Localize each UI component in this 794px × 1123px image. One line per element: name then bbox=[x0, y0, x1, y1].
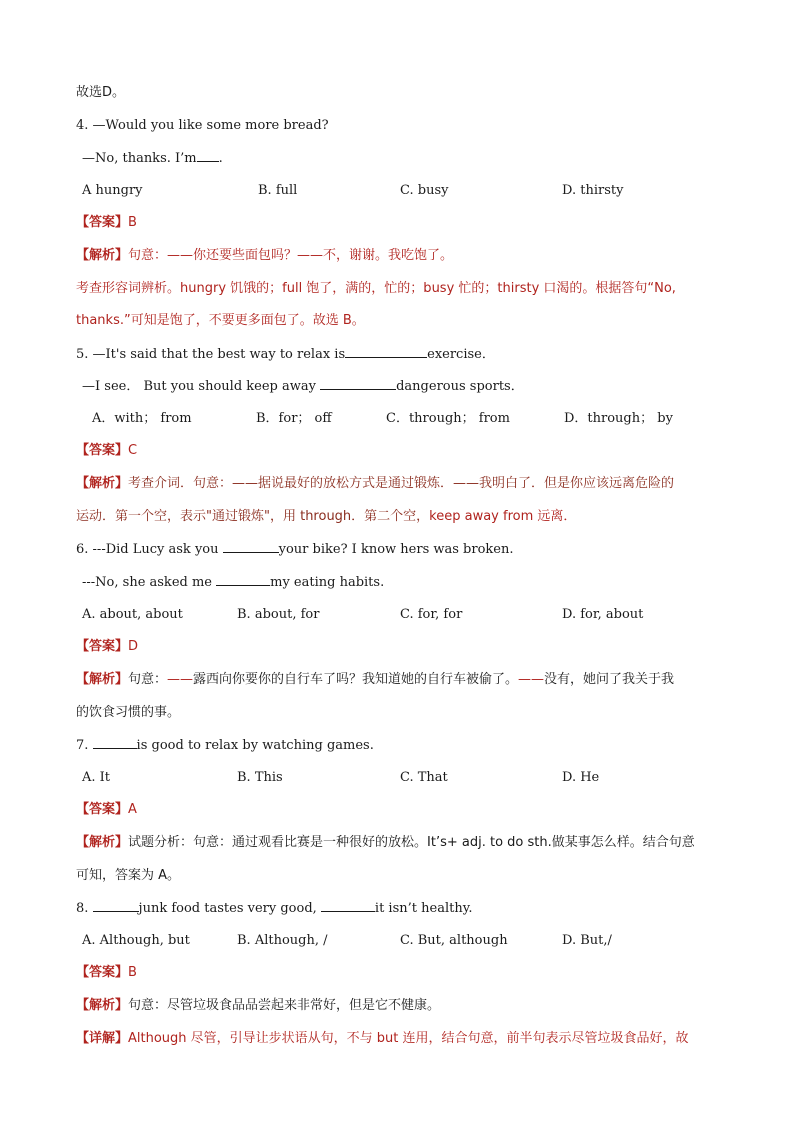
q4-stem-line2 bbox=[82, 149, 754, 168]
q6-line1-text: 6. ---Did Lucy ask you bbox=[76, 542, 219, 557]
q8-analysis-line1 bbox=[76, 997, 754, 1015]
q5-option-a: A．with； from bbox=[92, 411, 192, 426]
q5-stem-line2 bbox=[82, 377, 754, 396]
q4-stem-line1: 4. —Would you like some more bread? bbox=[76, 118, 329, 133]
q8-option-d: D. But,/ bbox=[562, 933, 612, 948]
q5-option-d: D．through； by bbox=[564, 411, 673, 426]
q6-option-c: C. for, for bbox=[400, 607, 463, 622]
q4-option-d: D. thirsty bbox=[562, 183, 624, 198]
q4-option-c: C. busy bbox=[400, 183, 449, 198]
q5-answer bbox=[76, 442, 754, 460]
analysis-text: 句意：——你还要些面包吗？——不，谢谢。我吃饱了。 bbox=[128, 248, 454, 263]
q6-analysis-line2: 的饮食习惯的事。 bbox=[76, 705, 181, 720]
analysis-text: 露西向你要你的自行车了吗？我知道她的自行车被偷了。 bbox=[193, 672, 519, 687]
answer-blank bbox=[321, 899, 375, 912]
answer-tag: 【答案】 bbox=[76, 443, 129, 458]
q6-line1-end: your bike? I know hers was broken. bbox=[278, 542, 514, 557]
answer-blank bbox=[223, 540, 279, 553]
q5-analysis-line1 bbox=[76, 475, 754, 493]
q8-line1-number: 8. bbox=[76, 901, 89, 916]
detail-tag: 【详解】 bbox=[76, 1031, 129, 1046]
q4-line2-text: —No, thanks. I’m bbox=[82, 151, 197, 166]
q7-option-d: D. He bbox=[562, 770, 600, 785]
analysis-text: 运动．第一个空，表示"通过锻炼"，用 through．第二个空， bbox=[76, 509, 430, 524]
analysis-tag: 【解析】 bbox=[76, 835, 129, 850]
q5-line1-text: 5. —It's said that the best way to relax is bbox=[76, 347, 346, 362]
q7-line1-text: is good to relax by watching games. bbox=[136, 738, 374, 753]
analysis-tag: 【解析】 bbox=[76, 998, 129, 1013]
q6-stem-line1 bbox=[76, 540, 754, 559]
analysis-text: 考查介词．句意：——据说最好的放松方式是通过锻炼．——我明白了．但是你应该远离危险的 bbox=[128, 476, 675, 491]
answer-blank bbox=[93, 899, 139, 912]
answer-value: C bbox=[128, 443, 138, 458]
q5-analysis-line2 bbox=[76, 508, 754, 526]
q5-stem-line1 bbox=[76, 345, 754, 364]
q4-option-b: B. full bbox=[258, 183, 298, 198]
q5-line2-end: dangerous sports． bbox=[396, 379, 524, 394]
q8-line1-text: junk food tastes very good, bbox=[138, 901, 317, 916]
answer-blank bbox=[197, 149, 219, 162]
answer-value: A bbox=[128, 802, 137, 817]
answer-tag: 【答案】 bbox=[76, 215, 129, 230]
answer-blank bbox=[320, 377, 396, 390]
q4-analysis-line3: thanks.”可知是饱了，不要更多面包了。故选 B。 bbox=[76, 313, 365, 328]
q7-option-b: B. This bbox=[237, 770, 283, 785]
q8-answer bbox=[76, 964, 754, 982]
q8-option-b: B. Although, / bbox=[237, 933, 328, 948]
intro-line: 故选D。 bbox=[76, 85, 126, 100]
q6-option-d: D. for, about bbox=[562, 607, 644, 622]
answer-value: B bbox=[128, 965, 137, 980]
q7-line1-number: 7. bbox=[76, 738, 89, 753]
q4-answer bbox=[76, 214, 754, 232]
q8-option-a: A. Although, but bbox=[82, 933, 190, 948]
q7-analysis-line2: 可知，答案为 A。 bbox=[76, 868, 181, 883]
q7-answer bbox=[76, 801, 754, 819]
answer-value: D bbox=[128, 639, 139, 654]
q8-option-c: C. But, although bbox=[400, 933, 508, 948]
q6-line2-end: my eating habits. bbox=[270, 575, 385, 590]
analysis-text: 句意： bbox=[128, 672, 168, 687]
q4-line2-end: . bbox=[218, 151, 223, 166]
answer-blank bbox=[216, 573, 270, 586]
detail-text: Although 尽管，引导让步状语从句，不与 but 连用，结合句意，前半句表示尽管垃圾食品好，故 bbox=[128, 1031, 689, 1046]
q4-option-a: A hungry bbox=[82, 183, 143, 198]
answer-value: B bbox=[128, 215, 137, 230]
q6-option-b: B. about, for bbox=[237, 607, 320, 622]
answer-tag: 【答案】 bbox=[76, 639, 129, 654]
answer-blank bbox=[93, 736, 137, 749]
analysis-text: 没有，她问了我关于我 bbox=[544, 672, 675, 687]
analysis-tag: 【解析】 bbox=[76, 248, 129, 263]
analysis-dash: —— bbox=[518, 672, 545, 687]
q5-line2-text: —I see． But you should keep away bbox=[82, 379, 316, 394]
answer-tag: 【答案】 bbox=[76, 802, 129, 817]
analysis-dash: —— bbox=[167, 672, 194, 687]
q4-analysis-line2: 考查形容词辨析。hungry 饥饿的；full 饱了，满的，忙的；busy 忙的；thirsty 口渴的。根据答句“No, bbox=[76, 281, 676, 296]
q5-option-c: C．through； from bbox=[386, 411, 510, 426]
q8-detail-line1 bbox=[76, 1030, 754, 1048]
q7-stem-line1 bbox=[76, 736, 754, 755]
q5-option-b: B．for； off bbox=[256, 411, 332, 426]
q7-analysis-line1 bbox=[76, 834, 754, 852]
q7-option-c: C. That bbox=[400, 770, 448, 785]
q6-analysis-line1 bbox=[76, 671, 754, 689]
q6-option-a: A. about, about bbox=[82, 607, 183, 622]
q6-stem-line2 bbox=[82, 573, 754, 592]
q8-stem-line1 bbox=[76, 899, 754, 918]
q7-option-a: A. It bbox=[82, 770, 111, 785]
analysis-tag: 【解析】 bbox=[76, 476, 129, 491]
analysis-highlight: keep away from 远离． bbox=[429, 509, 577, 524]
analysis-tag: 【解析】 bbox=[76, 672, 129, 687]
analysis-text: 句意：尽管垃圾食品品尝起来非常好，但是它不健康。 bbox=[128, 998, 441, 1013]
q6-answer bbox=[76, 638, 754, 656]
q5-line1-end: exercise． bbox=[427, 347, 495, 362]
q8-line1-end: it isn’t healthy. bbox=[374, 901, 473, 916]
q4-analysis-line1 bbox=[76, 247, 754, 265]
analysis-text: 试题分析：句意：通过观看比赛是一种很好的放松。It’s+ adj. to do sth.做某事怎么样。结合句意 bbox=[128, 835, 695, 850]
answer-tag: 【答案】 bbox=[76, 965, 129, 980]
q6-line2-text: ---No, she asked me bbox=[82, 575, 212, 590]
answer-blank bbox=[345, 345, 427, 358]
